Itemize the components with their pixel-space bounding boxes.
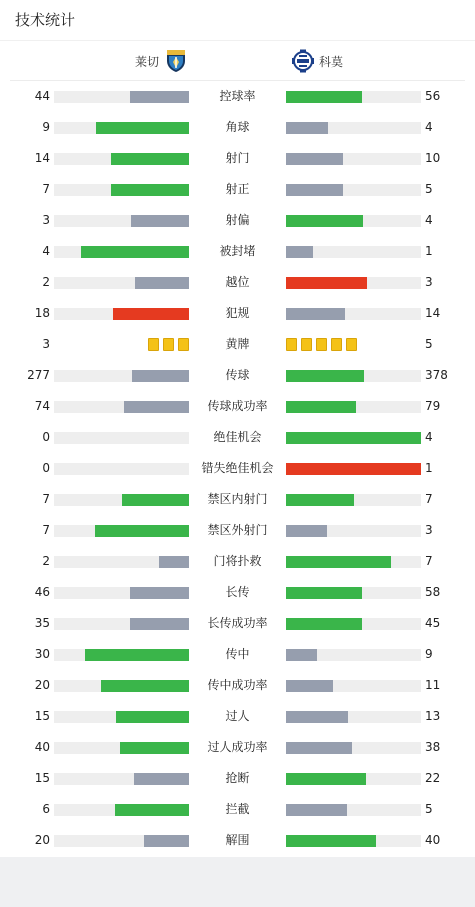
away-bar-track (286, 649, 421, 661)
home-value: 14 (34, 151, 50, 165)
home-bar-fill (120, 742, 189, 754)
home-value: 35 (34, 616, 50, 630)
away-bar-track (286, 184, 421, 196)
stat-row (0, 81, 475, 112)
stat-label: 传中成功率 (207, 678, 268, 692)
home-bar-fill (115, 804, 189, 816)
home-value: 2 (42, 554, 50, 568)
away-bar-track (286, 494, 421, 506)
home-bar-fill (113, 308, 189, 320)
home-value: 0 (42, 430, 50, 444)
stat-label: 拦截 (225, 802, 250, 816)
stat-row (0, 732, 475, 763)
home-value: 7 (42, 523, 50, 537)
away-bar-track (286, 91, 421, 103)
away-value: 1 (425, 244, 433, 258)
stat-label: 过人 (225, 709, 250, 723)
stat-label: 长传 (225, 585, 250, 599)
stat-label: 射正 (225, 182, 250, 196)
stat-label: 射偏 (225, 213, 250, 227)
away-bar-fill (286, 711, 348, 723)
stat-row (0, 360, 475, 391)
away-value: 7 (425, 554, 433, 568)
away-bar-fill (286, 525, 327, 537)
away-bar-fill (286, 401, 356, 413)
away-bar-fill (286, 494, 354, 506)
stat-row (0, 763, 475, 794)
away-value: 38 (425, 740, 441, 754)
stat-row (0, 608, 475, 639)
home-value: 6 (42, 802, 50, 816)
away-bar-fill (286, 587, 362, 599)
away-value: 13 (425, 709, 441, 723)
away-value: 22 (425, 771, 441, 785)
away-bar-track (286, 587, 421, 599)
stat-row (0, 329, 475, 360)
away-value: 1 (425, 461, 433, 475)
stat-row (0, 298, 475, 329)
home-bar-track (54, 277, 189, 289)
home-value: 46 (34, 585, 50, 599)
away-bar-fill (286, 804, 347, 816)
home-bar-fill (111, 153, 189, 165)
home-bar-fill (130, 587, 189, 599)
away-bar-track (286, 432, 421, 444)
home-bar-fill (135, 277, 189, 289)
away-bar-fill (286, 432, 421, 444)
away-bar-track (286, 835, 421, 847)
stat-row (0, 639, 475, 670)
away-value: 5 (425, 337, 433, 351)
away-bar-fill (286, 773, 366, 785)
home-value: 44 (34, 89, 50, 103)
home-bar-track (54, 618, 189, 630)
home-bar-track (54, 308, 189, 320)
home-value: 15 (34, 709, 50, 723)
stat-label: 犯规 (225, 306, 250, 320)
stat-row (0, 174, 475, 205)
home-bar-fill (159, 556, 189, 568)
stat-label: 角球 (225, 120, 250, 134)
away-value: 5 (425, 802, 433, 816)
stat-label: 传球成功率 (207, 399, 268, 413)
stat-label: 黄牌 (225, 337, 250, 351)
home-bar-fill (132, 370, 189, 382)
home-bar-fill (96, 122, 189, 134)
page-title: 技术统计 (0, 0, 475, 41)
home-value: 277 (27, 368, 50, 382)
home-bar-fill (111, 184, 189, 196)
stat-label: 禁区内射门 (207, 492, 268, 506)
stat-row (0, 112, 475, 143)
stat-row (0, 422, 475, 453)
home-value: 20 (34, 833, 50, 847)
away-team (291, 49, 343, 73)
teams-header (10, 41, 465, 81)
home-bar-fill (134, 773, 189, 785)
away-value: 58 (425, 585, 441, 599)
home-bar-track (54, 742, 189, 754)
home-bar-track (54, 184, 189, 196)
away-value: 3 (425, 523, 433, 537)
away-yellow-cards (286, 338, 357, 351)
home-bar-track (54, 680, 189, 692)
away-value: 378 (425, 368, 448, 382)
away-bar-track (286, 804, 421, 816)
yellow-card-icon (331, 338, 342, 351)
stat-row (0, 453, 475, 484)
home-yellow-cards (148, 338, 189, 351)
home-bar-track (54, 401, 189, 413)
stat-label: 传中 (225, 647, 250, 661)
away-bar-track (286, 122, 421, 134)
away-value: 4 (425, 213, 433, 227)
como-crest-icon (291, 49, 315, 73)
yellow-card-icon (301, 338, 312, 351)
home-team-name: 莱切 (134, 54, 159, 69)
home-bar-track (54, 370, 189, 382)
home-bar-track (54, 463, 189, 475)
away-value: 11 (425, 678, 441, 692)
stat-row (0, 143, 475, 174)
home-bar-track (54, 432, 189, 444)
yellow-card-icon (346, 338, 357, 351)
away-bar-track (286, 401, 421, 413)
away-bar-fill (286, 122, 328, 134)
away-value: 5 (425, 182, 433, 196)
away-bar-track (286, 711, 421, 723)
home-bar-track (54, 153, 189, 165)
stat-label: 越位 (225, 275, 250, 289)
stat-row (0, 577, 475, 608)
away-team-name: 科莫 (319, 54, 344, 69)
home-value: 20 (34, 678, 50, 692)
away-bar-track (286, 370, 421, 382)
home-value: 7 (42, 182, 50, 196)
home-bar-fill (85, 649, 189, 661)
home-value: 2 (42, 275, 50, 289)
stat-row (0, 825, 475, 856)
yellow-card-icon (286, 338, 297, 351)
away-bar-fill (286, 246, 313, 258)
stat-label: 传球 (225, 368, 250, 382)
away-bar-fill (286, 649, 317, 661)
away-bar-fill (286, 277, 367, 289)
away-value: 3 (425, 275, 433, 289)
stat-row (0, 794, 475, 825)
home-value: 30 (34, 647, 50, 661)
away-value: 7 (425, 492, 433, 506)
home-value: 3 (42, 213, 50, 227)
stat-row (0, 236, 475, 267)
lecce-crest-icon (164, 49, 188, 73)
stat-label: 门将扑救 (213, 554, 262, 568)
home-bar-track (54, 246, 189, 258)
home-bar-fill (81, 246, 189, 258)
stat-label: 禁区外射门 (207, 523, 268, 537)
home-bar-track (54, 215, 189, 227)
stat-label: 长传成功率 (207, 616, 268, 630)
away-bar-track (286, 773, 421, 785)
stat-row (0, 515, 475, 546)
stat-label: 被封堵 (219, 244, 256, 258)
stat-row (0, 391, 475, 422)
away-bar-fill (286, 742, 352, 754)
away-bar-track (286, 246, 421, 258)
away-value: 10 (425, 151, 441, 165)
home-team (135, 49, 188, 73)
away-value: 4 (425, 120, 433, 134)
home-value: 7 (42, 492, 50, 506)
away-bar-track (286, 277, 421, 289)
home-bar-fill (101, 680, 189, 692)
stat-label: 过人成功率 (207, 740, 268, 754)
stat-row (0, 484, 475, 515)
away-bar-fill (286, 370, 364, 382)
stat-label: 绝佳机会 (213, 430, 262, 444)
away-bar-fill (286, 680, 333, 692)
home-bar-track (54, 773, 189, 785)
away-bar-track (286, 463, 421, 475)
away-bar-fill (286, 215, 363, 227)
stat-label: 抢断 (225, 771, 250, 785)
home-value: 74 (34, 399, 50, 413)
home-value: 3 (42, 337, 50, 351)
away-bar-track (286, 525, 421, 537)
home-value: 0 (42, 461, 50, 475)
away-bar-track (286, 742, 421, 754)
home-bar-fill (144, 835, 189, 847)
home-value: 18 (34, 306, 50, 320)
home-bar-fill (130, 91, 189, 103)
stat-label: 错失绝佳机会 (201, 461, 274, 475)
home-bar-fill (116, 711, 189, 723)
stat-label: 射门 (225, 151, 250, 165)
away-value: 40 (425, 833, 441, 847)
yellow-card-icon (148, 338, 159, 351)
home-bar-fill (95, 525, 190, 537)
home-bar-track (54, 835, 189, 847)
home-bar-fill (124, 401, 189, 413)
away-bar-fill (286, 184, 343, 196)
away-value: 4 (425, 430, 433, 444)
stat-row (0, 670, 475, 701)
home-value: 15 (34, 771, 50, 785)
away-bar-track (286, 215, 421, 227)
away-value: 14 (425, 306, 441, 320)
home-bar-track (54, 587, 189, 599)
away-value: 45 (425, 616, 441, 630)
home-bar-track (54, 711, 189, 723)
away-value: 56 (425, 89, 441, 103)
yellow-card-icon (316, 338, 327, 351)
home-bar-track (54, 804, 189, 816)
home-bar-fill (131, 215, 189, 227)
stat-label: 解围 (225, 833, 250, 847)
home-value: 4 (42, 244, 50, 258)
home-bar-track (54, 649, 189, 661)
away-value: 79 (425, 399, 441, 413)
away-bar-track (286, 618, 421, 630)
away-bar-fill (286, 91, 362, 103)
away-bar-fill (286, 556, 391, 568)
home-bar-fill (130, 618, 189, 630)
away-bar-track (286, 308, 421, 320)
home-bar-fill (122, 494, 190, 506)
away-bar-track (286, 556, 421, 568)
away-bar-fill (286, 153, 343, 165)
stats-list (0, 81, 475, 856)
stat-row (0, 267, 475, 298)
home-value: 9 (42, 120, 50, 134)
stat-label: 控球率 (219, 89, 256, 103)
away-value: 9 (425, 647, 433, 661)
yellow-card-icon (178, 338, 189, 351)
home-bar-track (54, 494, 189, 506)
stat-row (0, 205, 475, 236)
away-bar-fill (286, 463, 421, 475)
away-bar-track (286, 680, 421, 692)
home-value: 40 (34, 740, 50, 754)
stat-row (0, 701, 475, 732)
home-bar-track (54, 556, 189, 568)
home-bar-track (54, 91, 189, 103)
away-bar-fill (286, 618, 362, 630)
stat-row (0, 546, 475, 577)
yellow-card-icon (163, 338, 174, 351)
away-bar-track (286, 153, 421, 165)
away-bar-fill (286, 835, 376, 847)
home-bar-track (54, 525, 189, 537)
home-bar-track (54, 122, 189, 134)
away-bar-fill (286, 308, 345, 320)
